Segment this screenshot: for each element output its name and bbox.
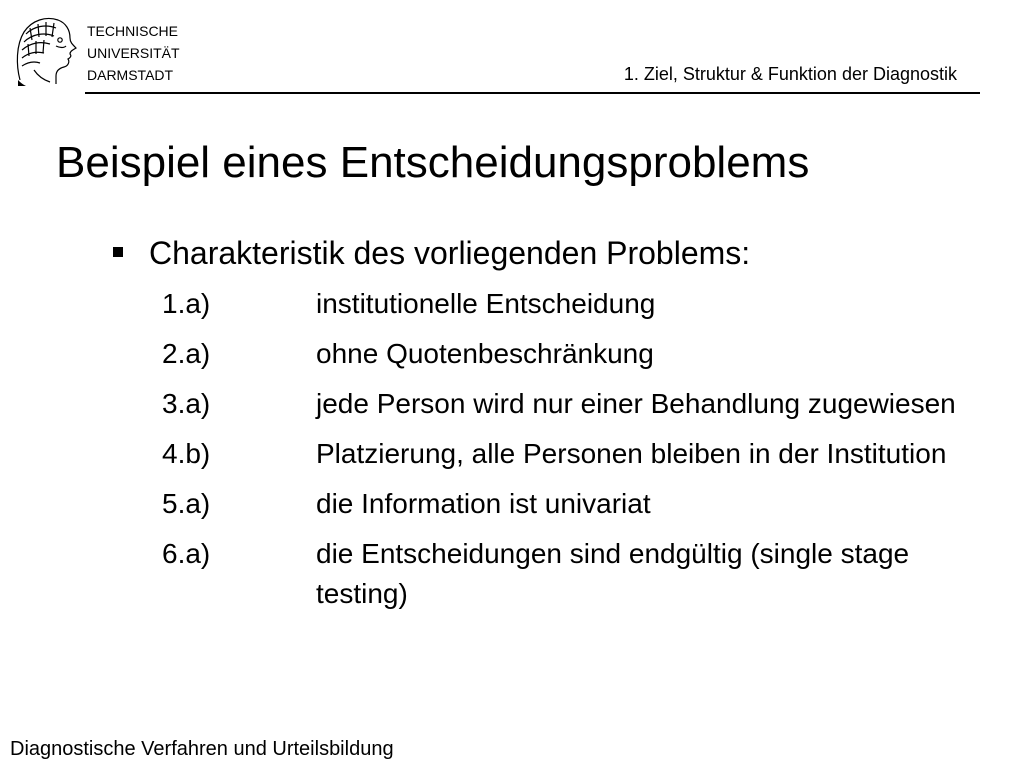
list-item [162,484,982,524]
athena-head-logo-icon [10,10,82,88]
university-name [87,20,180,86]
item-number: 6.a) [162,538,211,569]
item-number: 2.a) [162,338,211,369]
header-divider [85,92,980,94]
list-item [162,434,982,474]
item-number: 3.a) [162,388,211,419]
university-line-1: TECHNISCHE [87,23,179,39]
bullet-text: Charakteristik des vorliegenden Problems: [149,235,751,271]
slide-title: Beispiel eines Entscheidungsproblems [56,138,810,187]
list-item [162,334,982,374]
item-number: 4.b) [162,438,211,469]
characteristics-list [162,284,982,624]
section-title: 1. Ziel, Struktur & Funktion der Diagnostik [623,64,957,84]
item-text: die Entscheidungen sind endgültig (single stage testing) [316,538,910,609]
list-item [162,534,982,614]
item-number: 5.a) [162,488,211,519]
footer-text: Diagnostische Verfahren und Urteilsbildung [10,738,394,760]
item-text: die Information ist univariat [316,488,651,519]
item-text: institutionelle Entscheidung [316,288,656,319]
university-line-2: UNIVERSITÄT [87,45,180,61]
university-line-3: DARMSTADT [87,67,174,83]
list-item [162,384,982,424]
item-text: jede Person wird nur einer Behandlung zugewiesen [316,388,956,419]
item-text: ohne Quotenbeschränkung [316,338,654,369]
item-text: Platzierung, alle Personen bleiben in der Institution [316,438,947,469]
list-item [162,284,982,324]
square-bullet-icon [113,247,123,257]
item-number: 1.a) [162,288,211,319]
